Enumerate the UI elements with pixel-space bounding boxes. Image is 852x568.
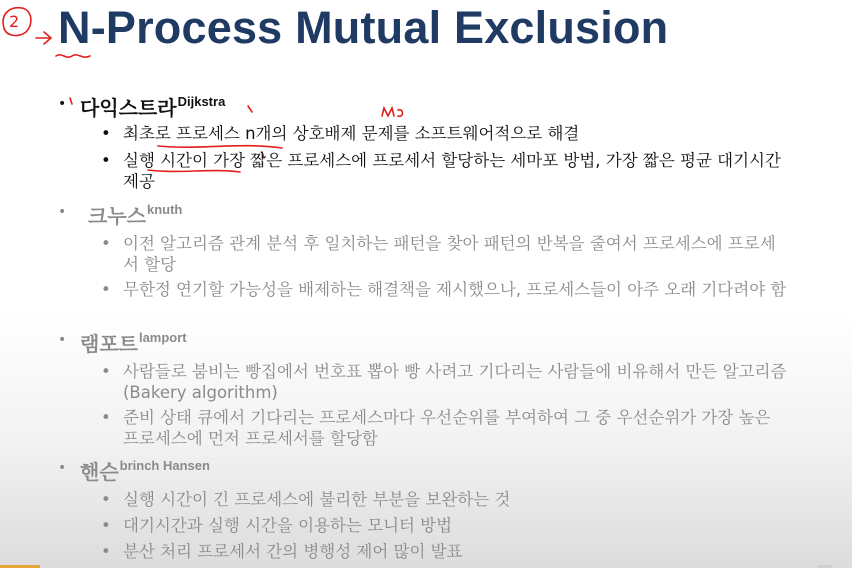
list-item: • 대기시간과 실행 시간을 이용하는 모니터 방법 (101, 516, 453, 535)
bullet: • (58, 460, 67, 476)
section-heading: 크누스$^{knuth}$ (88, 202, 183, 228)
page-title: N-Process Mutual Exclusion (58, 2, 669, 53)
list-item: • 실행 시간이 가장 짧은 프로세스에 프로세서 할당하는 세마포 방법, 가장 짧은 평균 대기시간 제공 (101, 151, 781, 191)
list-item: • 실행 시간이 긴 프로세스에 불리한 부분을 보완하는 것 (101, 490, 511, 509)
bullet: • (58, 96, 67, 112)
section-heading: 다익스트라$^{Dijkstra}$ (80, 94, 226, 120)
list-item: • 무한정 연기할 가능성을 배제하는 해결책을 제시했으나, 프로세스들이 아주 오래 기다려야 함 (101, 280, 787, 299)
list-item: • 이전 알고리즘 관계 분석 후 일치하는 패턴을 찾아 패턴의 반복을 줄여서 프로세스에 프로세서 할당 (101, 234, 776, 274)
section-heading: 램포트$^{lamport}$ (80, 330, 187, 356)
list-item: • 분산 처리 프로세서 간의 병행성 제어 많이 발표 (101, 542, 463, 561)
bullet: • (58, 204, 67, 220)
bullet: • (58, 332, 67, 348)
annotation-number: 2 (9, 12, 20, 31)
list-item: • 사람들로 붐비는 빵집에서 번호표 뽑아 빵 사려고 기다리는 사람들에 비유해서 만든 알고리즘 (Bakery algorithm) (101, 362, 787, 402)
section-heading: 핸슨$^{brinch Hansen}$ (80, 458, 210, 484)
list-item: • 최초로 프로세스 n개의 상호배제 문제를 소프트웨어적으로 해결 (101, 124, 580, 143)
list-item: • 준비 상태 큐에서 기다리는 프로세스마다 우선순위를 부여하여 그 중 우선순위가 가장 높은 프로세스에 먼저 프로세서를 할당함 (101, 408, 771, 448)
